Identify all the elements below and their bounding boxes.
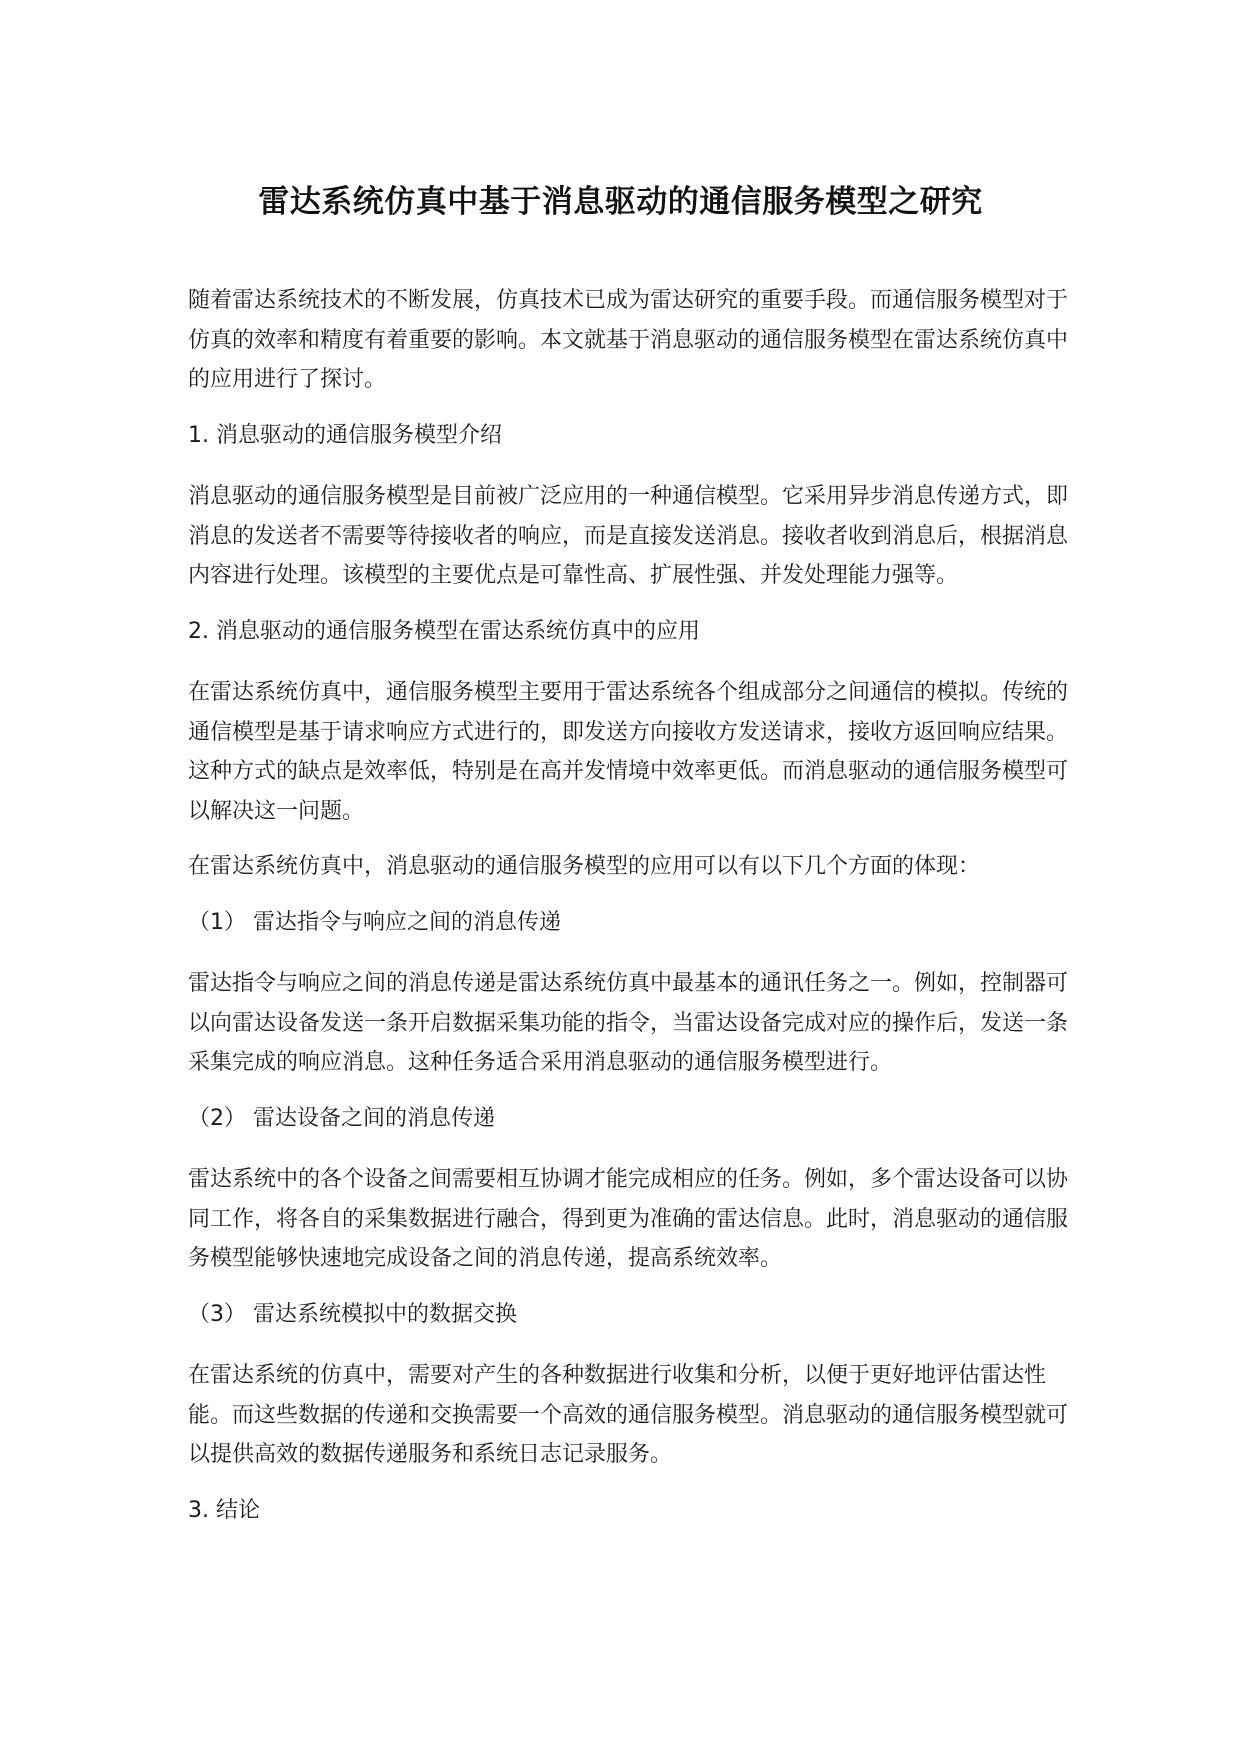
subsection-3-paragraph: 在雷达系统的仿真中，需要对产生的各种数据进行收集和分析，以便于更好地评估雷达性能。而这些数据的传递和交换需要一个高效的通信服务模型。消息驱动的通信服务模型就可以提供高效的数据传递服务和系统日志记录服务。 — [188, 1363, 1069, 1467]
document-title: 雷达系统仿真中基于消息驱动的通信服务模型之研究 — [258, 184, 983, 220]
subsection-1-heading: （1） 雷达指令与响应之间的消息传递 — [188, 909, 561, 935]
intro-paragraph: 随着雷达系统技术的不断发展，仿真技术已成为雷达研究的重要手段。而通信服务模型对于仿真的效率和精度有着重要的影响。本文就基于消息驱动的通信服务模型在雷达系统仿真中的应用进行了探讨。 — [188, 288, 1069, 392]
section-2-paragraph-2: 在雷达系统仿真中，消息驱动的通信服务模型的应用可以有以下几个方面的体现： — [188, 854, 981, 879]
section-2-paragraph-1: 在雷达系统仿真中，通信服务模型主要用于雷达系统各个组成部分之间通信的模拟。传统的通信模型是基于请求响应方式进行的，即发送方向接收方发送请求，接收方返回响应结果。这种方式的缺点是效率低，特别是在高并发情境中效率更低。而消息驱动的通信服务模型可以解决这一问题。 — [188, 680, 1069, 824]
section-2-heading: 2. 消息驱动的通信服务模型在雷达系统仿真中的应用 — [188, 618, 700, 644]
section-1-paragraph: 消息驱动的通信服务模型是目前被广泛应用的一种通信模型。它采用异步消息传递方式，即消息的发送者不需要等待接收者的响应，而是直接发送消息。接收者收到消息后，根据消息内容进行处理。该模型的主要优点是可靠性高、扩展性强、并发处理能力强等。 — [188, 484, 1069, 588]
subsection-2-paragraph: 雷达系统中的各个设备之间需要相互协调才能完成相应的任务。例如，多个雷达设备可以协同工作，将各自的采集数据进行融合，得到更为准确的雷达信息。此时，消息驱动的通信服务模型能够快速地完成设备之间的消息传递，提高系统效率。 — [188, 1167, 1069, 1271]
section-1-heading: 1. 消息驱动的通信服务模型介绍 — [188, 422, 502, 448]
subsection-1-paragraph: 雷达指令与响应之间的消息传递是雷达系统仿真中最基本的通讯任务之一。例如，控制器可以向雷达设备发送一条开启数据采集功能的指令，当雷达设备完成对应的操作后，发送一条采集完成的响应消息。这种任务适合采用消息驱动的通信服务模型进行。 — [188, 971, 1069, 1075]
subsection-2-heading: （2） 雷达设备之间的消息传递 — [188, 1105, 495, 1131]
section-3-heading: 3. 结论 — [188, 1497, 260, 1523]
document-body — [188, 281, 1068, 1552]
subsection-3-heading: （3） 雷达系统模拟中的数据交换 — [188, 1301, 517, 1327]
